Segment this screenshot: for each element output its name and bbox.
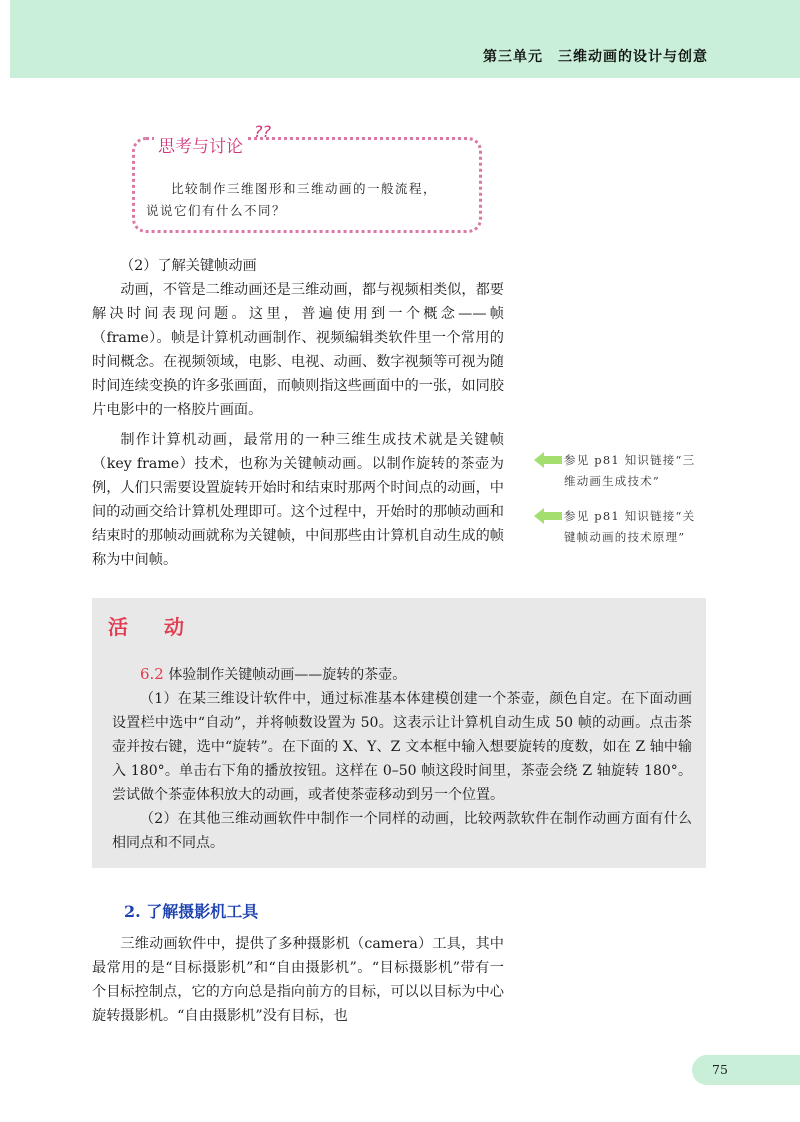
paragraph-frame-concept (92, 278, 504, 422)
question-marks-icon: ?? (254, 122, 271, 141)
paragraph-text: 动画，不管是二维动画还是三维动画，都与视频相类似，都要解决时间表现问题。这里，普遍使用到一个概念——帧（frame）。帧是计算机动画制作、视频编辑类软件里一个常用的时间概念。在视频领域，电影、电视、动画、数字视频等可视为随时间连续变换的许多张画面，而帧则指这些画面中的一张，如同胶片电影中的一格胶片画面。 (92, 282, 504, 418)
activity-title: 活 动 (108, 615, 192, 639)
side-note-line: 键帧动画的技术原理” (564, 530, 686, 544)
unit-title: 第三单元 三维动画的设计与创意 (483, 49, 708, 65)
activity-body (112, 662, 692, 855)
section-heading: 2. 了解摄影机工具 (124, 902, 259, 921)
discussion-line: 比较制作三维图形和三维动画的一般流程， (171, 181, 438, 196)
activity-heading-text: 体验制作关键帧动画——旋转的茶壶。 (168, 667, 407, 683)
page-number-tab (692, 1055, 800, 1085)
side-note-line: 参见 p81 知识链接“关 (564, 509, 696, 523)
side-note-1 (534, 450, 734, 492)
side-note-2 (534, 506, 734, 548)
paragraph-camera (92, 932, 504, 1028)
activity-step-1: （1）在某三维设计软件中，通过标准基本体建模创建一个茶壶，颜色自定。在下面动画设置栏中选中“自动”，并将帧数设置为 50。这表示让计算机自动生成 50 帧的动画。点击茶壶并按右键，选中“旋转”。在下面的 X、Y、Z 文本框中输入想要旋转的度数，如在 Z 轴中输入 180°。单击右下角的播放按钮。这样在 0–50 帧这段时间里，茶壶会绕 Z 轴旋转 180°。尝试做个茶壶体积放大的动画，或者使茶壶移动到另一个位置。 (112, 691, 692, 803)
arrow-left-icon (534, 508, 562, 524)
header-band (10, 0, 800, 78)
paragraph-text: 三维动画软件中，提供了多种摄影机（camera）工具，其中最常用的是“目标摄影机”和“自由摄影机”。“目标摄影机”带有一个目标控制点，它的方向总是指向前方的目标，可以以目标为中心旋转摄影机。“自由摄影机”没有目标，也 (92, 936, 504, 1024)
page-number: 75 (712, 1062, 728, 1077)
activity-step-2: （2）在其他三维动画软件中制作一个同样的动画，比较两款软件在制作动画方面有什么相同点和不同点。 (112, 811, 692, 851)
subsection-heading: （2）了解关键帧动画 (120, 258, 257, 274)
activity-heading (112, 662, 692, 687)
paragraph-keyframe (92, 428, 504, 572)
side-note-line: 参见 p81 知识链接“三 (564, 453, 696, 467)
discussion-text (146, 178, 462, 222)
discussion-title: 思考与讨论 (154, 137, 247, 157)
arrow-left-icon (534, 452, 562, 468)
side-note-line: 维动画生成技术” (564, 474, 660, 488)
discussion-line: 说说它们有什么不同？ (146, 203, 287, 218)
activity-number: 6.2 (140, 665, 164, 683)
paragraph-text: 制作计算机动画，最常用的一种三维生成技术就是关键帧（key frame）技术，也称为关键帧动画。以制作旋转的茶壶为例，人们只需要设置旋转开始时和结束时那两个时间点的动画，中间的动画交给计算机处理即可。这个过程中，开始时的那帧动画和结束时的那帧动画就称为关键帧，中间那些由计算机自动生成的帧称为中间帧。 (92, 432, 504, 568)
